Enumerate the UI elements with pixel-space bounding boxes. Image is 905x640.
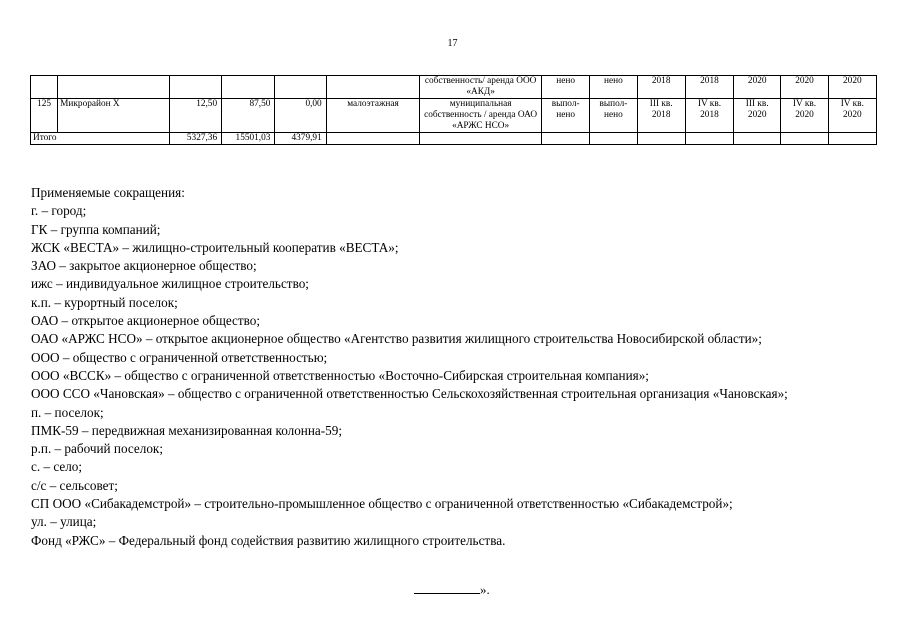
- abbreviation-item: к.п. – курортный поселок;: [31, 294, 178, 310]
- table-cell: малоэтажная: [326, 99, 420, 133]
- abbreviation-item: с. – село;: [31, 459, 83, 475]
- signature-blank-line: [414, 582, 480, 594]
- table-cell: 5327,36: [169, 133, 221, 145]
- table-cell: [31, 76, 58, 99]
- table-cell: собственность/ аренда ООО «АКД»: [420, 76, 542, 99]
- table-cell: 2020: [781, 76, 828, 99]
- page-number: 17: [447, 38, 458, 49]
- abbreviation-item: ОАО – открытое акционерное общество;: [31, 313, 261, 329]
- table-cell: 125: [31, 99, 58, 133]
- abbreviation-item: ООО ССО «Чановская» – общество с ограниченной ответственностью Сельскохозяйственная строительная организация «Чановская»;: [31, 386, 788, 402]
- abbreviation-item: с/с – сельсовет;: [31, 477, 118, 493]
- table-cell: [541, 133, 589, 145]
- table-cell: [734, 133, 781, 145]
- closing-quote: ».: [480, 582, 490, 597]
- abbreviation-item: р.п. – рабочий поселок;: [31, 441, 163, 457]
- table-cell: выпол-нено: [590, 99, 637, 133]
- table-row: [31, 99, 877, 133]
- abbreviation-item: п. – поселок;: [31, 404, 104, 420]
- table-cell: [590, 133, 637, 145]
- table-cell: 2020: [734, 76, 781, 99]
- table-cell: [58, 76, 170, 99]
- table-cell: 2018: [685, 76, 733, 99]
- table-cell: IV кв. 2020: [781, 99, 828, 133]
- table-cell: [326, 76, 420, 99]
- abbreviation-item: г. – город;: [31, 203, 87, 219]
- table-cell: [637, 133, 685, 145]
- table-cell: [685, 133, 733, 145]
- table-cell: 4379,91: [275, 133, 326, 145]
- table-cell: нено: [541, 76, 589, 99]
- table-cell: выпол-нено: [541, 99, 589, 133]
- abbreviation-item: ООО «ВССК» – общество с ограниченной ответственностью «Восточно-Сибирская строительная компания»;: [31, 367, 649, 383]
- housing-table: [30, 75, 877, 145]
- table-cell: III кв. 2018: [637, 99, 685, 133]
- abbreviations-heading: Применяемые сокращения:: [31, 185, 185, 200]
- abbreviation-item: Фонд «РЖС» – Федеральный фонд содействия развитию жилищного строительства.: [31, 532, 506, 548]
- table-cell: нено: [590, 76, 637, 99]
- table-cell: 12,50: [169, 99, 221, 133]
- table-cell: 0,00: [275, 99, 326, 133]
- abbreviation-item: ЖСК «ВЕСТА» – жилищно-строительный кооператив «ВЕСТА»;: [31, 239, 399, 255]
- table-cell: Микрорайон X: [58, 99, 170, 133]
- table-cell: [828, 133, 876, 145]
- table-cell: [169, 76, 221, 99]
- table-cell: III кв. 2020: [734, 99, 781, 133]
- abbreviation-item: ГК – группа компаний;: [31, 221, 161, 237]
- table-cell: [781, 133, 828, 145]
- abbreviations-section: [31, 184, 874, 550]
- table-cell: 2020: [828, 76, 876, 99]
- table-cell: IV кв. 2020: [828, 99, 876, 133]
- table-cell: [326, 133, 420, 145]
- table-cell: 87,50: [222, 99, 275, 133]
- table-cell: [275, 76, 326, 99]
- abbreviation-item: ЗАО – закрытое акционерное общество;: [31, 258, 257, 274]
- abbreviation-item: СП ООО «Сибакадемстрой» – строительно-промышленное общество с ограниченной ответственностью «Сибакадемстрой»;: [31, 496, 733, 512]
- abbreviation-item: ижс – индивидуальное жилищное строительство;: [31, 276, 309, 292]
- abbreviation-item: ул. – улица;: [31, 514, 97, 530]
- table-cell: 2018: [637, 76, 685, 99]
- abbreviation-item: ОАО «АРЖС НСО» – открытое акционерное общество «Агентство развития жилищного строительства Новосибирской области»;: [31, 331, 762, 347]
- abbreviation-item: ООО – общество с ограниченной ответственностью;: [31, 349, 328, 365]
- table-cell: муниципальная собственность / аренда ОАО «АРЖС НСО»: [420, 99, 542, 133]
- closing-mark: [414, 582, 490, 598]
- table-row: [31, 76, 877, 99]
- table-cell: 15501,03: [222, 133, 275, 145]
- table-cell: IV кв. 2018: [685, 99, 733, 133]
- table-row: [31, 133, 877, 145]
- table-cell: Итого: [31, 133, 170, 145]
- table-cell: [222, 76, 275, 99]
- abbreviation-item: ПМК-59 – передвижная механизированная колонна-59;: [31, 422, 343, 438]
- table-cell: [420, 133, 542, 145]
